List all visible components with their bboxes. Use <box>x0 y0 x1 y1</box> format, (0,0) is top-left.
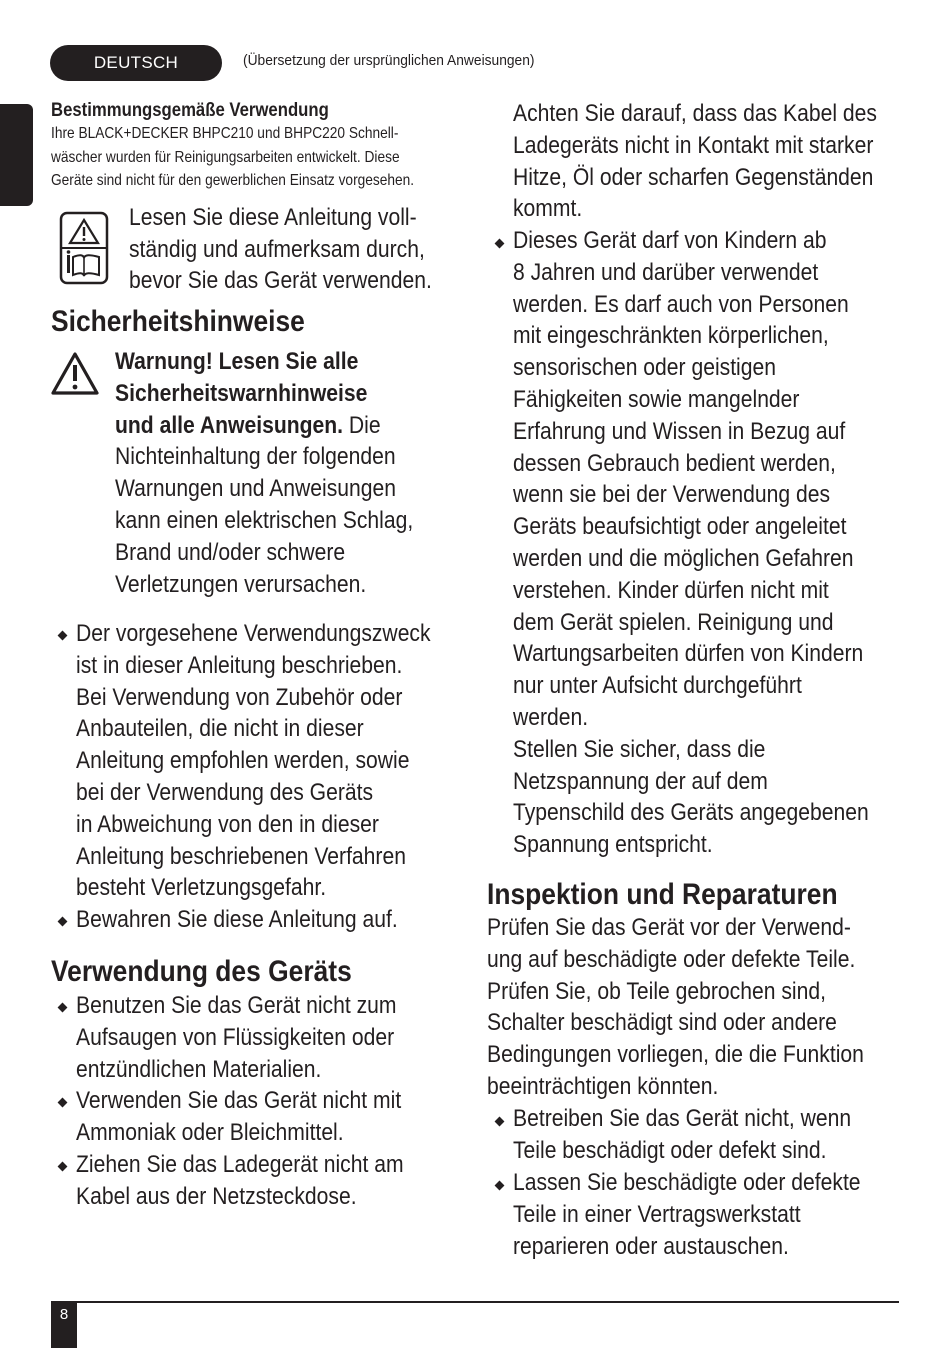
text-line: Kabel aus der Netzsteckdose. <box>76 1182 357 1210</box>
text-line: ist in dieser Anleitung beschrieben. <box>76 651 403 679</box>
list-item <box>76 1149 454 1213</box>
text-line: Benutzen Sie das Gerät nicht zum <box>76 992 397 1019</box>
text-line: Nichteinhaltung der folgenden <box>115 443 396 471</box>
text-line: Brand und/oder schwere <box>115 538 346 566</box>
text-line: kommt. <box>513 195 583 223</box>
text-line: Verwenden Sie das Gerät nicht mit <box>76 1087 402 1114</box>
text-line: Ammoniak oder Bleichmittel. <box>76 1118 344 1146</box>
text-line: ständig und aufmerksam durch, <box>129 235 425 263</box>
text-line: Geräte sind nicht für den gewerblichen Einsatz vorgesehen. <box>51 172 415 189</box>
list-item <box>513 225 900 861</box>
safety-warning-text <box>115 346 441 600</box>
language-badge <box>50 45 222 81</box>
language-side-tab <box>0 104 33 206</box>
text-line: Sicherheitswarnhinweise <box>115 379 368 407</box>
bullet-icon <box>58 1162 68 1172</box>
text-line: Erfahrung und Wissen in Bezug auf <box>513 417 846 445</box>
text-line: Achten Sie darauf, dass das Kabel des <box>513 100 877 127</box>
usage-heading: Verwendung des Geräts <box>51 955 352 988</box>
text-line: Anleitung empfohlen werden, sowie <box>76 747 410 775</box>
text-line: in Abweichung von den in dieser <box>76 810 379 838</box>
text-line: werden. Es darf auch von Personen <box>513 290 849 318</box>
list-item <box>513 1167 900 1262</box>
text-line: kann einen elektrischen Schlag, <box>115 506 414 534</box>
text-line: Ziehen Sie das Ladegerät nicht am <box>76 1151 404 1178</box>
text-line: Ihre BLACK+DECKER BHPC210 und BHPC220 Schnell- <box>51 125 399 142</box>
text-line: besteht Verletzungsgefahr. <box>76 874 327 902</box>
text-line: Ladegeräts nicht in Kontakt mit starker <box>513 131 874 159</box>
bullet-icon <box>58 917 68 927</box>
footer-rule <box>51 1301 899 1303</box>
translation-note: (Übersetzung der ursprünglichen Anweisungen) <box>243 52 535 69</box>
text-line: Lesen Sie diese Anleitung voll- <box>129 204 417 231</box>
text-line: Betreiben Sie das Gerät nicht, wenn <box>513 1105 852 1132</box>
text-line: wenn sie bei der Verwendung des <box>513 481 831 509</box>
bullet-icon <box>58 1003 68 1013</box>
text-line: Lassen Sie beschädigte oder defekte <box>513 1169 861 1196</box>
text-line: Typenschild des Geräts angegebenen <box>513 799 869 827</box>
list-item <box>513 1103 900 1167</box>
read-manual-icon <box>59 211 109 285</box>
text-line: Schalter beschädigt sind oder andere <box>487 1009 837 1037</box>
intended-use-heading: Bestimmungsgemäße Verwendung <box>51 100 329 121</box>
text-line: Bedingungen vorliegen, die die Funktion <box>487 1041 864 1069</box>
text-line: Prüfen Sie das Gerät vor der Verwend- <box>487 914 851 941</box>
bullet-icon <box>495 1117 505 1127</box>
list-item <box>76 990 454 1085</box>
text-line: verstehen. Kinder dürfen nicht mit <box>513 576 829 604</box>
text-line: Wartungsarbeiten dürfen von Kindern <box>513 640 864 668</box>
text-line: Prüfen Sie, ob Teile gebrochen sind, <box>487 977 826 1005</box>
read-manual-text <box>129 202 446 297</box>
bold-text: und alle Anweisungen. <box>115 411 344 439</box>
text-line: Anbauteilen, die nicht in dieser <box>76 715 364 743</box>
text-line: Hitze, Öl oder scharfen Gegenständen <box>513 163 874 191</box>
text-line: dessen Gebrauch bedient werden, <box>513 449 836 477</box>
bullet-icon <box>58 1098 68 1108</box>
intended-use-text <box>51 122 447 193</box>
list-item <box>76 904 454 936</box>
text-line: werden und die möglichen Gefahren <box>513 544 854 572</box>
inspection-heading: Inspektion und Reparaturen <box>487 878 838 911</box>
text-line: Spannung entspricht. <box>513 831 713 859</box>
text-line: reparieren oder austauschen. <box>513 1232 789 1260</box>
text-line: sensorischen oder geistigen <box>513 354 776 382</box>
text-line: bei der Verwendung des Geräts <box>76 778 374 806</box>
text-line: ung auf beschädigte oder defekte Teile. <box>487 945 856 973</box>
text-line: Warnungen und Anweisungen <box>115 475 397 503</box>
list-item <box>76 618 454 904</box>
text-span: Die <box>343 411 381 439</box>
text-line: entzündlichen Materialien. <box>76 1055 322 1083</box>
text-line: dem Gerät spielen. Reinigung und <box>513 608 834 636</box>
warning-triangle-icon <box>51 352 99 395</box>
text-line: bevor Sie das Gerät verwenden. <box>129 267 432 295</box>
text-line: Teile in einer Vertragswerkstatt <box>513 1200 801 1228</box>
text-line: Netzspannung der auf dem <box>513 767 768 795</box>
text-line <box>115 410 441 442</box>
text-line: Fähigkeiten sowie mangelnder <box>513 385 800 413</box>
text-line: Stellen Sie sicher, dass die <box>513 735 766 763</box>
text-line: Warnung! Lesen Sie alle <box>115 348 359 375</box>
bullet-icon <box>495 1181 505 1191</box>
text-line: wäscher wurden für Reinigungsarbeiten entwickelt. Diese <box>51 148 400 166</box>
text-line: nur unter Aufsicht durchgeführt <box>513 672 802 700</box>
bullet-icon <box>58 631 68 641</box>
text-line: Verletzungen verursachen. <box>115 570 367 598</box>
text-line: Der vorgesehene Verwendungszweck <box>76 620 431 647</box>
text-line: Anleitung beschriebenen Verfahren <box>76 842 406 870</box>
text-line: Aufsaugen von Flüssigkeiten oder <box>76 1023 395 1051</box>
language-label: DEUTSCH <box>93 53 179 72</box>
text-line: beeinträchtigen könnten. <box>487 1072 719 1100</box>
text-line: Bewahren Sie diese Anleitung auf. <box>76 906 398 933</box>
text-line: Geräts beaufsichtigt oder angeleitet <box>513 513 847 541</box>
text-line: 8 Jahren und darüber verwendet <box>513 258 819 286</box>
inspection-text <box>487 912 896 1103</box>
text-line: werden. <box>513 703 589 731</box>
text-line: Bei Verwendung von Zubehör oder <box>76 683 403 711</box>
bullet-icon <box>495 239 505 249</box>
text-line: Teile beschädigt oder defekt sind. <box>513 1136 827 1164</box>
safety-heading: Sicherheitshinweise <box>51 305 305 338</box>
text-line: mit eingeschränkten körperlichen, <box>513 322 829 350</box>
page-number: 8 <box>59 1306 69 1323</box>
cable-warning-text <box>513 98 900 225</box>
list-item <box>76 1085 454 1149</box>
text-line: Dieses Gerät darf von Kindern ab <box>513 227 827 254</box>
